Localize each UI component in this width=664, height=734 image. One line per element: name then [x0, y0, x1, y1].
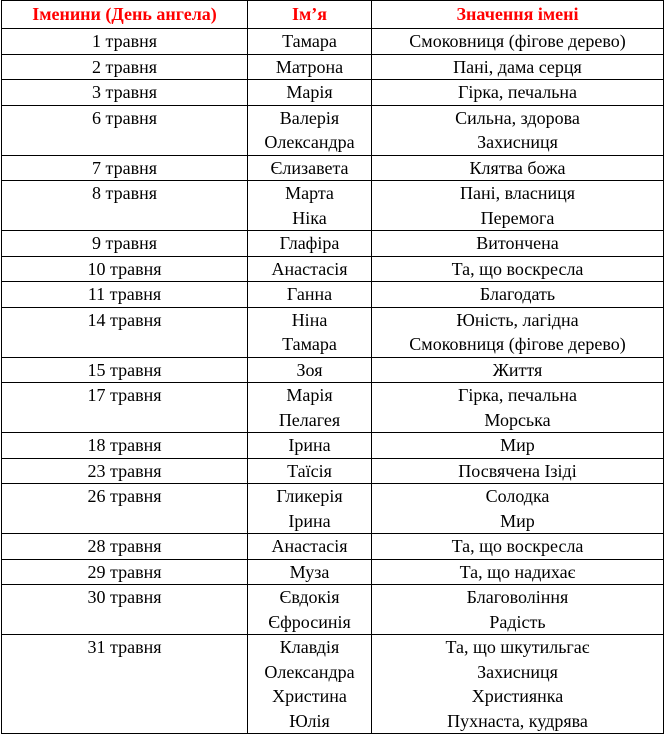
name-meaning: Та, що надихає	[459, 561, 576, 582]
person-name: Марта	[285, 183, 334, 203]
person-name: Тамара	[282, 334, 337, 354]
table-body	[2, 29, 664, 734]
table-row	[2, 105, 664, 155]
table-row	[2, 534, 664, 560]
table-row	[2, 433, 664, 459]
names-cell	[248, 155, 372, 181]
table-row	[2, 256, 664, 282]
name-day-date: 23 травня	[2, 458, 248, 484]
names-cell	[248, 383, 372, 433]
name-day-date: 29 травня	[2, 559, 248, 585]
name-meaning: Гірка, печальна	[457, 82, 578, 102]
person-name: Олександра	[264, 132, 355, 152]
table-row	[2, 231, 664, 257]
name-meaning: Благодать	[479, 284, 556, 304]
person-name: Гликерія	[276, 486, 343, 506]
meanings-cell	[372, 80, 664, 106]
names-cell	[248, 282, 372, 308]
name-day-date: 26 травня	[2, 484, 248, 534]
header-name: Ім’я	[248, 1, 372, 29]
table-row	[2, 559, 664, 585]
name-meaning: Сильна, здорова	[455, 107, 580, 128]
person-name: Ніна	[291, 309, 328, 330]
name-meaning: Пані, дама серця	[453, 56, 582, 77]
person-name: Євдокія	[279, 587, 340, 607]
name-meaning: Юність, лагідна	[456, 309, 579, 330]
table-row	[2, 155, 664, 181]
meanings-cell	[372, 307, 664, 357]
name-meaning: Захисниця	[477, 132, 558, 152]
person-name: Марія	[286, 385, 333, 405]
name-day-date: 30 травня	[2, 585, 248, 635]
person-name: Ганна	[286, 284, 333, 304]
person-name: Марія	[286, 82, 333, 102]
names-cell	[248, 80, 372, 106]
meanings-cell	[372, 105, 664, 155]
person-name: Ірина	[288, 435, 331, 455]
table-row	[2, 484, 664, 534]
names-cell	[248, 54, 372, 80]
name-meaning: Смоковниця (фігове дерево)	[409, 31, 626, 51]
meanings-cell	[372, 559, 664, 585]
table-row	[2, 585, 664, 635]
name-day-date: 18 травня	[2, 433, 248, 459]
table-row	[2, 357, 664, 383]
names-cell	[248, 105, 372, 155]
names-cell	[248, 458, 372, 484]
name-meaning: Радість	[489, 611, 546, 632]
meanings-cell	[372, 54, 664, 80]
names-cell	[248, 357, 372, 383]
person-name: Олександра	[264, 661, 355, 682]
table-row	[2, 29, 664, 55]
table-row	[2, 458, 664, 484]
table-row	[2, 282, 664, 308]
name-meaning: Клятва божа	[469, 157, 566, 178]
table-row	[2, 383, 664, 433]
name-meaning: Гірка, печальна	[457, 385, 578, 405]
name-day-date: 3 травня	[2, 80, 248, 106]
person-name: Муза	[289, 561, 330, 582]
person-name: Єлизавета	[270, 157, 349, 178]
meanings-cell	[372, 231, 664, 257]
meanings-cell	[372, 256, 664, 282]
name-day-date: 28 травня	[2, 534, 248, 560]
table-row	[2, 307, 664, 357]
name-meaning: Посвячена Ізіді	[458, 460, 577, 481]
name-meaning: Смоковниця (фігове дерево)	[409, 334, 626, 354]
names-cell	[248, 231, 372, 257]
names-cell	[248, 534, 372, 560]
meanings-cell	[372, 433, 664, 459]
names-cell	[248, 559, 372, 585]
name-meaning: Витончена	[476, 233, 559, 253]
person-name: Клавдія	[279, 637, 340, 657]
person-name: Матрона	[275, 56, 344, 77]
names-cell	[248, 181, 372, 231]
name-day-date: 9 травня	[2, 231, 248, 257]
names-cell	[248, 307, 372, 357]
name-meaning: Морська	[484, 409, 551, 430]
names-cell	[248, 29, 372, 55]
name-meaning: Життя	[492, 359, 543, 380]
name-day-date: 10 травня	[2, 256, 248, 282]
person-name: Анастасія	[271, 536, 348, 556]
person-name: Таїсія	[287, 460, 332, 481]
person-name: Тамара	[282, 31, 337, 51]
table-row	[2, 635, 664, 734]
person-name: Пелагея	[278, 409, 341, 430]
names-cell	[248, 256, 372, 282]
meanings-cell	[372, 282, 664, 308]
name-meaning: Мир	[500, 510, 535, 531]
name-meaning: Благовоління	[466, 587, 569, 607]
name-day-date: 15 травня	[2, 357, 248, 383]
person-name: Христина	[272, 686, 347, 706]
person-name: Ніка	[292, 207, 327, 228]
name-meaning: Захисниця	[477, 661, 558, 682]
name-meaning: Пані, власниця	[459, 183, 576, 203]
meanings-cell	[372, 484, 664, 534]
header-row	[2, 1, 664, 29]
table-row	[2, 181, 664, 231]
name-day-date: 17 травня	[2, 383, 248, 433]
name-day-date: 2 травня	[2, 54, 248, 80]
name-meaning: Та, що шкутильгає	[445, 637, 590, 657]
names-cell	[248, 585, 372, 635]
meanings-cell	[372, 534, 664, 560]
name-meaning: Мир	[500, 435, 535, 455]
name-day-date: 7 травня	[2, 155, 248, 181]
name-meaning: Та, що воскресла	[451, 536, 584, 556]
name-meaning: Християнка	[471, 686, 564, 706]
meanings-cell	[372, 585, 664, 635]
person-name: Юлія	[289, 710, 330, 731]
meanings-cell	[372, 357, 664, 383]
header-meaning: Значення імені	[372, 1, 664, 29]
name-day-date: 6 травня	[2, 105, 248, 155]
table-row	[2, 54, 664, 80]
name-day-date: 11 травня	[2, 282, 248, 308]
person-name: Єфросинія	[268, 611, 351, 632]
name-days-table	[1, 0, 664, 734]
name-meaning: Та, що воскресла	[451, 258, 584, 279]
name-day-date: 1 травня	[2, 29, 248, 55]
person-name: Ірина	[288, 510, 331, 531]
name-day-date: 14 травня	[2, 307, 248, 357]
meanings-cell	[372, 458, 664, 484]
person-name: Зоя	[296, 359, 323, 380]
person-name: Анастасія	[271, 258, 348, 279]
person-name: Валерія	[279, 107, 340, 128]
meanings-cell	[372, 635, 664, 734]
name-day-date: 8 травня	[2, 181, 248, 231]
meanings-cell	[372, 383, 664, 433]
name-day-date: 31 травня	[2, 635, 248, 734]
names-cell	[248, 635, 372, 734]
meanings-cell	[372, 29, 664, 55]
name-meaning: Пухнаста, кудрява	[447, 710, 588, 731]
table-row	[2, 80, 664, 106]
names-cell	[248, 433, 372, 459]
header-name-day: Іменини (День ангела)	[2, 1, 248, 29]
name-meaning: Солодка	[485, 486, 550, 506]
meanings-cell	[372, 155, 664, 181]
meanings-cell	[372, 181, 664, 231]
names-cell	[248, 484, 372, 534]
person-name: Глафіра	[279, 233, 340, 253]
name-meaning: Перемога	[480, 207, 555, 228]
